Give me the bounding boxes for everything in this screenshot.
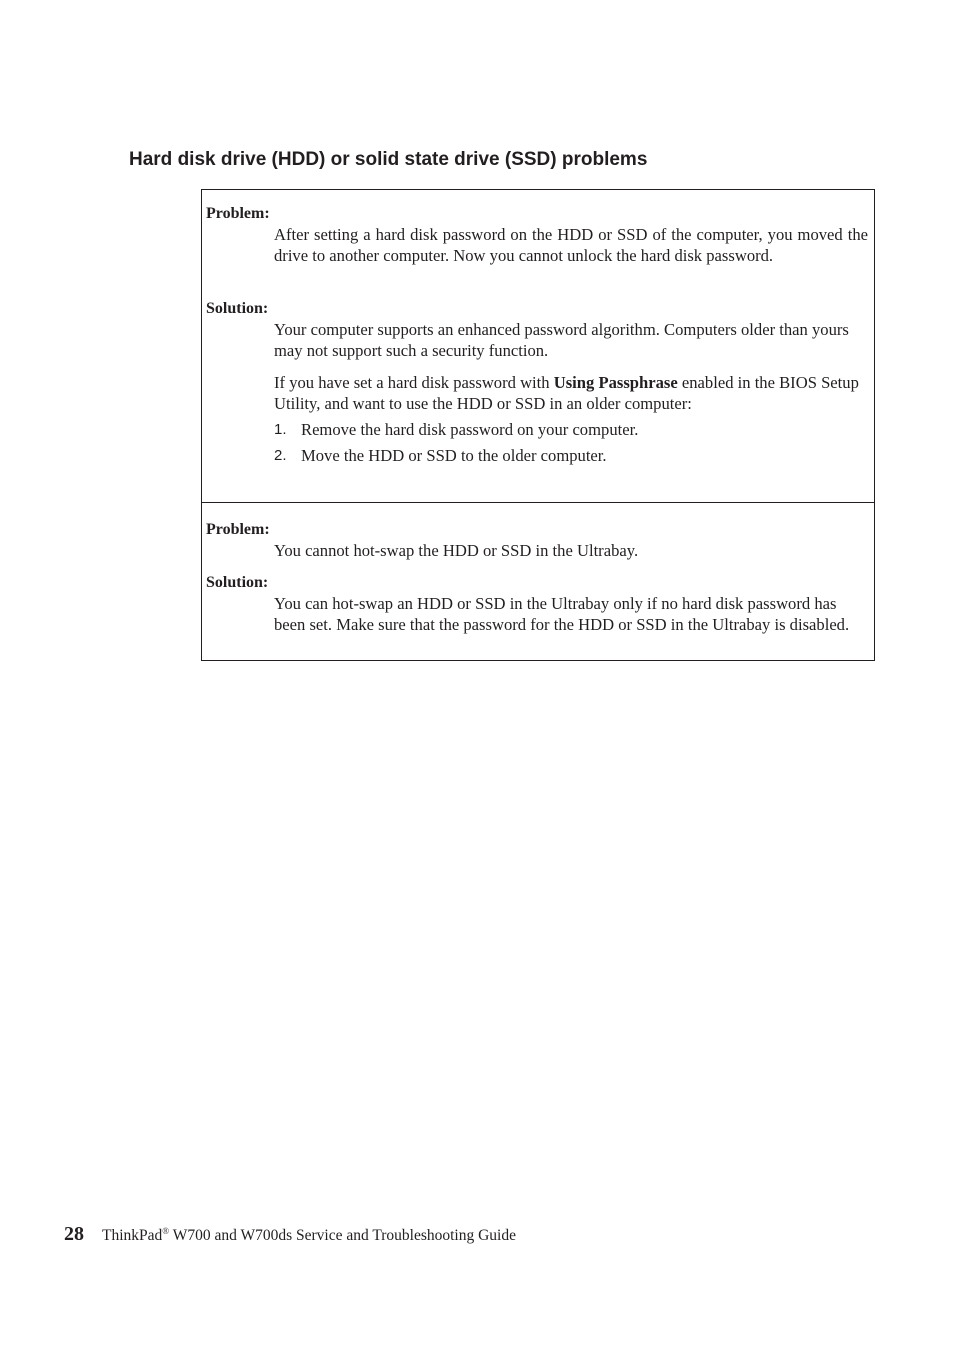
- solution-text: You can hot-swap an HDD or SSD in the Ultrabay only if no hard disk password has been set. Make sure that the password for the HDD or SSD in the Ultrabay is disabled.: [274, 594, 850, 634]
- solution-text-2: [274, 372, 868, 414]
- problem-label: Problem:: [206, 205, 270, 222]
- problem-label: Problem:: [206, 521, 270, 538]
- section-title: Hard disk drive (HDD) or solid state drive (SSD) problems: [129, 149, 648, 170]
- step-number: 1.: [274, 421, 287, 438]
- step-text: Move the HDD or SSD to the older computer.: [301, 446, 607, 465]
- problem-text: You cannot hot-swap the HDD or SSD in the Ultrabay.: [274, 541, 639, 560]
- solution-label: Solution:: [206, 300, 269, 317]
- table-row: [202, 190, 874, 503]
- solution-label: Solution:: [206, 574, 269, 591]
- solution-text: Your computer supports an enhanced password algorithm. Computers older than yours may not support such a security function.: [274, 320, 849, 360]
- solution-text-2-start: If you have set a hard disk password with: [274, 373, 554, 392]
- steps-list: [274, 419, 638, 471]
- page-number: 28: [64, 1223, 84, 1245]
- table-row: [202, 503, 874, 660]
- list-item: [274, 419, 638, 445]
- solution-text-2-end: enabled in the BIOS Setup Utility, and want to use the HDD or SSD in an older computer:: [274, 373, 859, 413]
- list-item: [274, 445, 638, 471]
- guide-title: W700 and W700ds Service and Troubleshooting Guide: [169, 1227, 516, 1244]
- footer-title: [102, 1227, 516, 1244]
- using-passphrase-setting: Using Passphrase: [553, 373, 678, 392]
- step-text: Remove the hard disk password on your computer.: [301, 420, 639, 439]
- brand-name: ThinkPad: [102, 1227, 163, 1244]
- problem-text: After setting a hard disk password on the HDD or SSD of the computer, you moved the drive to another computer. Now you cannot unlock the hard disk password.: [274, 225, 868, 265]
- trademark-symbol: ®: [162, 1225, 170, 1236]
- problem-solution-table: [201, 189, 875, 661]
- page-footer: [64, 1220, 516, 1248]
- step-number: 2.: [274, 447, 287, 464]
